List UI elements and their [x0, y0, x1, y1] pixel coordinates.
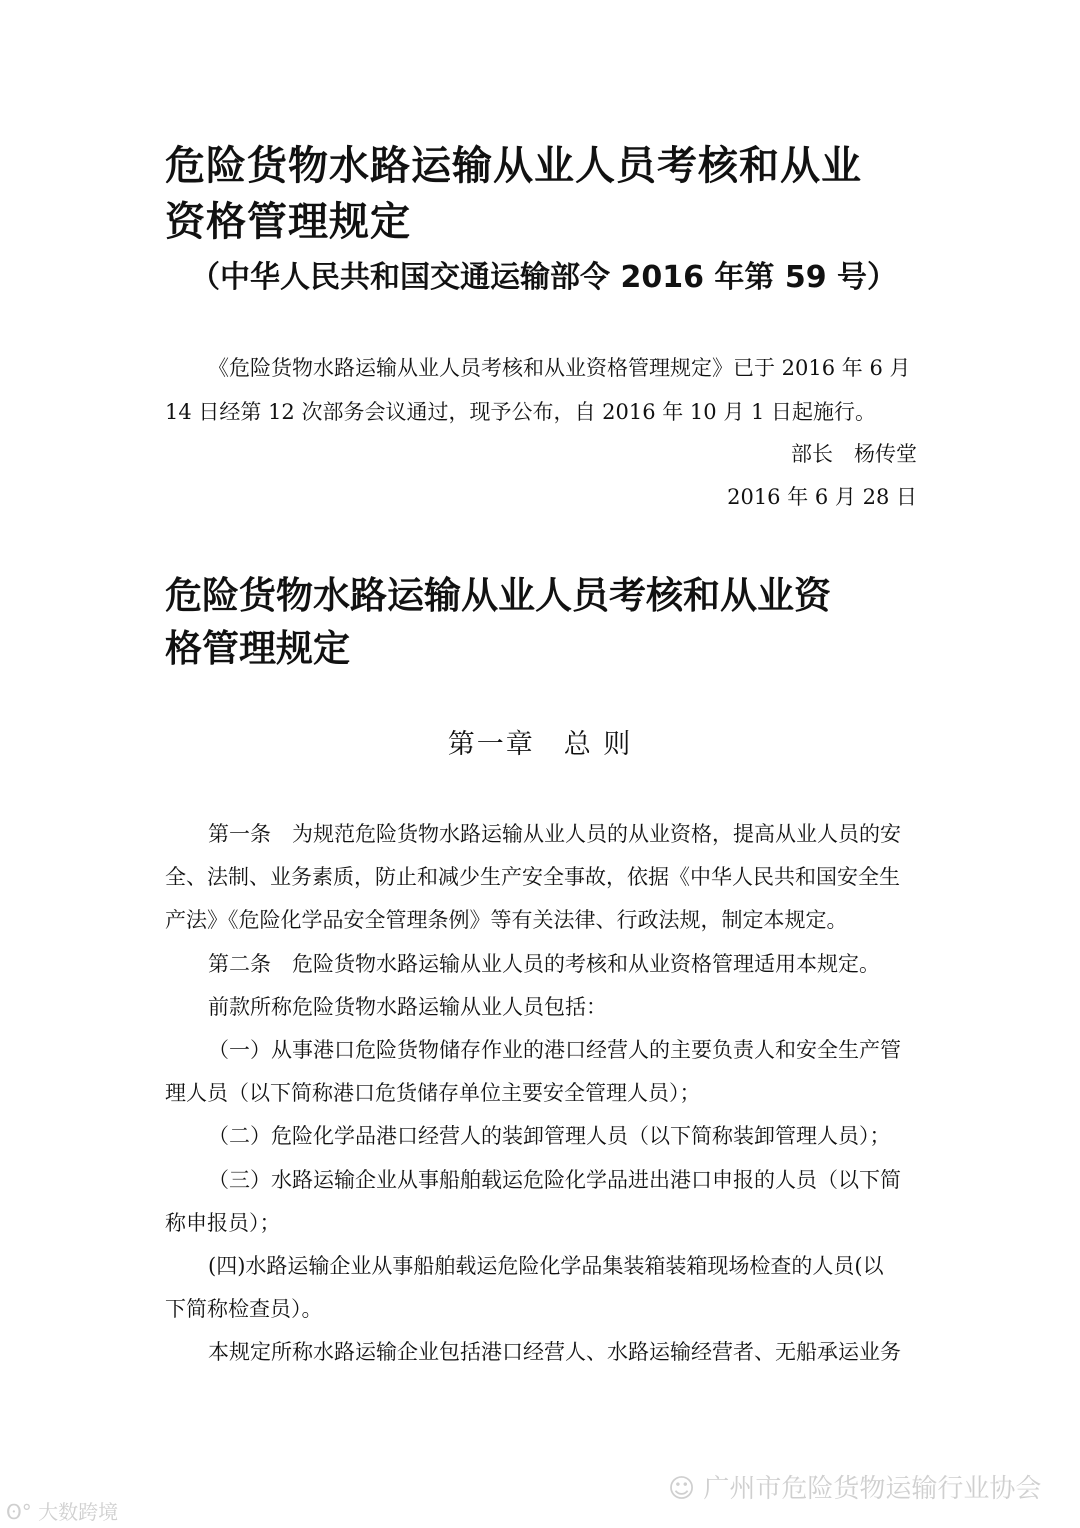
watermark-right: ☺ 广州市危险货物运输行业协会	[668, 1474, 1042, 1504]
watermark-left: ʘ° 大数跨境	[6, 1500, 119, 1524]
regulation-title-line: 危险货物水路运输从业人员考核和从业资	[165, 574, 831, 617]
body-line: (四)水路运输企业从事船舶载运危险化学品集装箱装箱现场检查的人员(以	[208, 1254, 884, 1278]
body-line: 第一条 为规范危险货物水路运输从业人员的从业资格，提高从业人员的安	[208, 822, 901, 846]
title-line: 资格管理规定	[165, 199, 411, 245]
preamble-line: 《危险货物水路运输从业人员考核和从业资格管理规定》已于 2016 年 6 月	[208, 356, 911, 380]
preamble-line: 14 日经第 12 次部务会议通过，现予公布，自 2016 年 10 月 1 日起施行。	[165, 400, 877, 424]
body-line: （三）水路运输企业从事船舶载运危险化学品进出港口申报的人员（以下简	[208, 1167, 901, 1192]
body-line: 下简称检查员）。	[165, 1297, 323, 1322]
body-line: 称申报员）；	[165, 1210, 281, 1235]
body-line: （一）从事港口危险货物储存作业的港口经营人的主要负责人和安全生产管	[208, 1038, 901, 1062]
chapter-heading: 第一章 总 则	[447, 729, 633, 760]
wechat-icon: ☺	[668, 1474, 704, 1504]
title-line: 危险货物水路运输从业人员考核和从业	[165, 143, 862, 189]
sign-date: 2016 年 6 月 28 日	[727, 485, 917, 509]
body-line: 本规定所称水路运输企业包括港口经营人、水路运输经营者、无船承运业务	[208, 1340, 901, 1365]
body-line: 产法》《危险化学品安全管理条例》等有关法律、行政法规，制定本规定。	[165, 908, 848, 933]
body-line: 理人员（以下简称港口危货储存单位主要安全管理人员）；	[165, 1081, 701, 1106]
regulation-title-line: 格管理规定	[165, 627, 350, 670]
logo-icon: ʘ°	[6, 1500, 39, 1524]
body-line: 全、法制、业务素质，防止和减少生产安全事故，依据《中华人民共和国安全生	[165, 865, 900, 890]
decree-number: （中华人民共和国交通运输部令 2016 年第 59 号）	[190, 260, 898, 295]
body-line: （二）危险化学品港口经营人的装卸管理人员（以下简称装卸管理人员）；	[208, 1124, 891, 1149]
signer: 部长 杨传堂	[791, 442, 917, 466]
body-line: 第二条 危险货物水路运输从业人员的考核和从业资格管理适用本规定。	[208, 951, 880, 976]
body-line: 前款所称危险货物水路运输从业人员包括：	[208, 994, 607, 1019]
